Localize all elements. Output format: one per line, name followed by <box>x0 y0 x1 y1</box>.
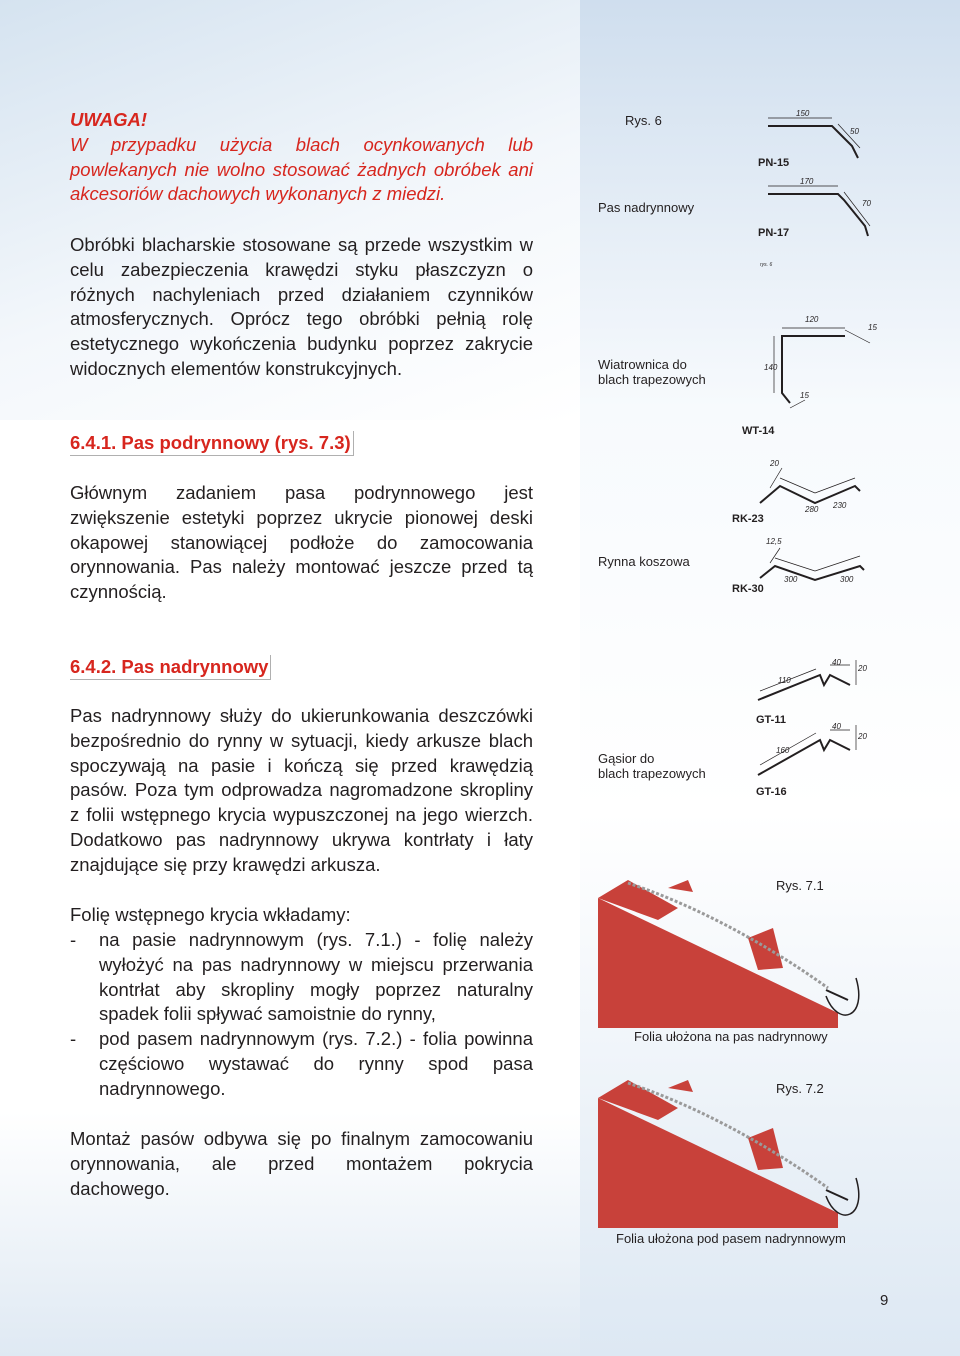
caption-rys72: Folia ułożona pod pasem nadrynnowym <box>616 1231 846 1246</box>
figure-label-rys6: Rys. 6 <box>625 113 662 128</box>
profile-drawings <box>730 108 910 628</box>
paragraph-line: widocznych elementów konstrukcyjnych. <box>70 357 403 379</box>
list-line: na pasie nadrynnowym (rys. 7.1.) - folię należy <box>99 929 533 950</box>
dim-pn15-a: 150 <box>796 109 810 118</box>
warning-block <box>70 108 533 207</box>
caption-rys71: Folia ułożona na pas nadrynnowy <box>634 1029 828 1044</box>
section2-paragraph <box>70 704 533 878</box>
dim-gt11-c: 20 <box>858 664 867 673</box>
page-number: 9 <box>880 1292 889 1309</box>
list-item <box>70 928 533 1027</box>
foil-list <box>70 928 533 1102</box>
caption-wiatrownica <box>598 357 706 387</box>
roof-slab <box>598 898 838 1028</box>
paragraph-line: okapowej stanowiącej podłoże do zamocowania <box>70 531 533 553</box>
caption-line: Gąsior do <box>598 751 655 766</box>
wt14-profile <box>782 336 845 403</box>
paragraph-line: znajdujące się przy krawędzi arkusza. <box>70 853 381 875</box>
list-line: częściowo wystawać do rynny spod pasa <box>99 1052 533 1074</box>
paragraph-line: pasów. Poza tym odprowadza nagromadzone skropliny <box>70 779 533 801</box>
code-rk23: RK-23 <box>732 513 764 525</box>
paragraph-line: Pas nadrynnowy służy do ukierunkowania deszczówki <box>70 705 533 726</box>
caption-gasior <box>598 751 706 781</box>
code-rk30: RK-30 <box>732 583 764 595</box>
list-dash: - <box>70 1028 77 1050</box>
figure-label-rys71: Rys. 7.1 <box>776 878 824 893</box>
gt16-profile <box>758 740 850 775</box>
drip-edge <box>826 990 848 1000</box>
list-item <box>70 1027 533 1101</box>
figure-rys71 <box>598 878 868 1028</box>
paragraph-line: dachowego. <box>70 1177 170 1199</box>
list-line: kontrłat aby skropliny mogły poprzez naturalny <box>99 978 533 1000</box>
dim-rk30-b: 300 <box>784 575 798 584</box>
dim-pn15-b: 50 <box>850 127 859 136</box>
dim-gt16-a: 160 <box>776 746 790 755</box>
figure-label-rys72: Rys. 7.2 <box>776 1081 824 1096</box>
rys6-small: rys. 6 <box>760 262 773 268</box>
roof-section-71 <box>598 878 868 1028</box>
dim-rk23-b: 280 <box>805 505 819 514</box>
code-gt16: GT-16 <box>756 786 787 798</box>
list-line: spadek folii spływać samoistnie do rynny, <box>99 1003 436 1025</box>
gasior-drawings-svg <box>740 655 890 805</box>
section-heading-nadrynnowy: 6.4.2. Pas nadrynnowy <box>70 655 271 680</box>
dim-wt-d: 15 <box>800 391 809 400</box>
list-line: nadrynnowego. <box>99 1077 226 1099</box>
paragraph-line: estetycznego wykończenia budynku poprzez zakrycie <box>70 333 533 355</box>
dim-wt-a: 120 <box>805 315 819 324</box>
closing-paragraph <box>70 1127 533 1201</box>
section1-paragraph <box>70 481 533 605</box>
section-heading-podrynnowy: 6.4.1. Pas podrynnowy (rys. 7.3) <box>70 431 354 456</box>
paragraph-line: atmosferycznych. Oprócz tego obróbki pełnią rolę <box>70 308 533 330</box>
paragraph-line: z folii wstępnego krycia wypuszczonej na jego wierzch. <box>70 804 533 826</box>
caption-line: blach trapezowych <box>598 766 706 781</box>
warning-title: UWAGA! <box>70 109 148 130</box>
paragraph-line: bezpośrednio do rynny w sytuacji, kiedy arkusze blach <box>70 729 533 751</box>
paragraph-line: różnych nachyleniach przed działaniem czynników <box>70 283 533 305</box>
dim-rk30-a: 12,5 <box>766 537 782 546</box>
dim-gt16-c: 20 <box>858 732 867 741</box>
foil-intro: Folię wstępnego krycia wkładamy: <box>70 904 351 925</box>
dim-gt11-a: 110 <box>778 676 791 685</box>
dim-wt-b: 15 <box>868 323 877 332</box>
figure-rys72 <box>598 1078 868 1228</box>
paragraph-line: orynnowania, ale przed montażem pokrycia <box>70 1152 533 1174</box>
gt11-profile <box>758 675 850 700</box>
warning-line: powlekanych nie wolno stosować żadnych obróbek ani <box>70 158 533 180</box>
code-pn17: PN-17 <box>758 227 790 239</box>
roof-slab <box>598 1098 838 1228</box>
paragraph-line: Montaż pasów odbywa się po finalnym zamocowaniu <box>70 1128 533 1149</box>
warning-line: W przypadku użycia blach ocynkowanych lub <box>70 133 533 155</box>
dim-rk23-a: 20 <box>770 459 779 468</box>
code-wt14: WT-14 <box>742 425 775 437</box>
gasior-drawings <box>740 655 890 805</box>
paragraph-line: Obróbki blacharskie stosowane są przede wszystkim w <box>70 234 533 255</box>
caption-line: blach trapezowych <box>598 372 706 387</box>
code-gt11: GT-11 <box>756 714 786 726</box>
dim-rk30-c: 300 <box>840 575 854 584</box>
caption-rynna-koszowa: Rynna koszowa <box>598 554 690 569</box>
dim-pn17-b: 70 <box>862 199 871 208</box>
paragraph-line: czynnością. <box>70 581 167 603</box>
warning-line: akcesoriów dachowych wykonanych z miedzi. <box>70 183 446 205</box>
roof-section-72 <box>598 1078 868 1228</box>
paragraph-line: Głównym zadaniem pasa podrynnowego jest <box>70 482 533 503</box>
drip-edge <box>826 1190 848 1200</box>
code-pn15: PN-15 <box>758 157 790 169</box>
list-line: wyłożyć na pas nadrynnowy w miejscu przerwania <box>99 953 533 975</box>
list-line: pod pasem nadrynnowym (rys. 7.2.) - folia powinna <box>99 1028 533 1050</box>
dim-gt11-b: 40 <box>832 658 841 667</box>
paragraph-line: orynnowania. Pas należy montować jeszcze przed tą <box>70 556 533 578</box>
intro-paragraph <box>70 233 533 382</box>
caption-line: Wiatrownica do <box>598 357 687 372</box>
dim-rk23-c: 230 <box>833 501 847 510</box>
dim-gt16-b: 40 <box>832 722 841 731</box>
list-dash: - <box>70 929 77 950</box>
profile-drawings-svg <box>730 108 910 628</box>
dim-wt-c: 140 <box>764 363 778 372</box>
paragraph-line: Dodatkowo pas nadrynnowy ukrywa kontrłaty i łaty <box>70 828 533 850</box>
caption-pas-nadrynnowy: Pas nadrynnowy <box>598 200 695 215</box>
paragraph-line: celu zabezpieczenia krawędzi styku płaszczyzn o <box>70 258 533 280</box>
dim-pn17-a: 170 <box>800 177 814 186</box>
paragraph-line: spoczywają na pasie i kończą się przed krawędzią <box>70 754 533 776</box>
paragraph-line: zwiększenie estetyki poprzez ukrycie pionowej deski <box>70 506 533 528</box>
